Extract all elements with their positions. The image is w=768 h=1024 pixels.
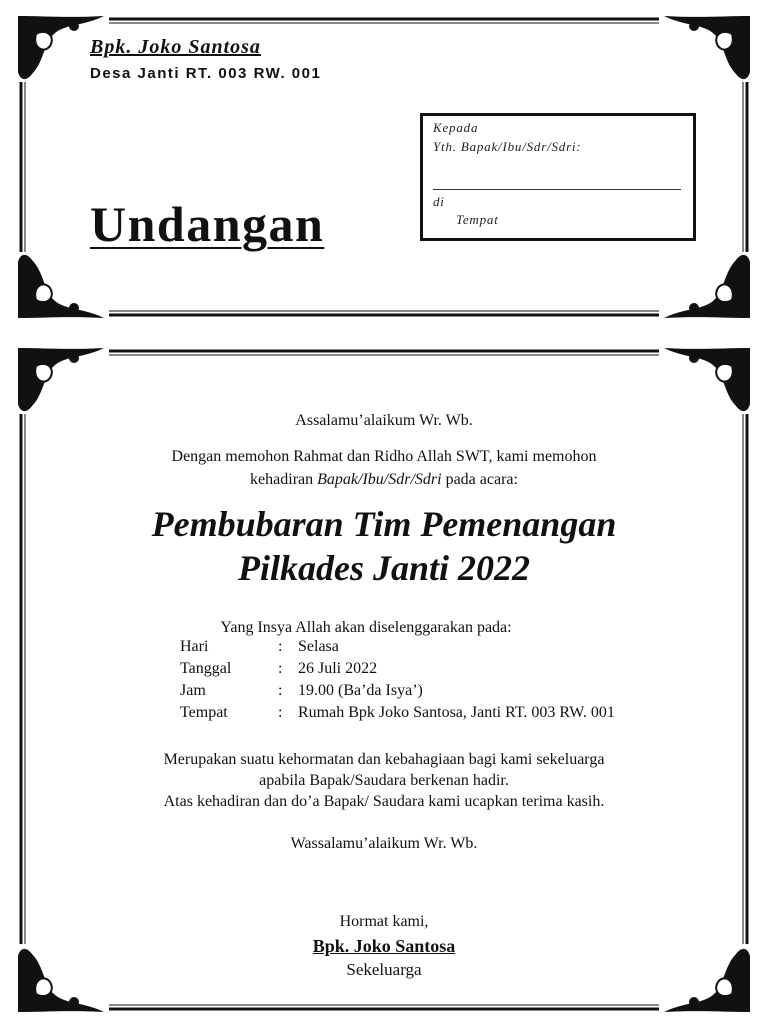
signature-family: Sekeluarga bbox=[346, 960, 422, 979]
intro-acara: pada acara: bbox=[445, 471, 518, 488]
event-title-line-2: Pilkades Janti 2022 bbox=[237, 548, 530, 588]
regards: Hormat kami, bbox=[339, 913, 429, 930]
schedule-intro: Yang Insya Allah akan diselenggarakan pada: bbox=[220, 619, 512, 636]
detail-row-jam bbox=[180, 680, 615, 702]
detail-colon: : bbox=[278, 660, 283, 677]
envelope-title: Undangan bbox=[90, 196, 325, 252]
detail-row-hari bbox=[180, 636, 615, 658]
recipient-address-box bbox=[420, 113, 696, 241]
closing-line-3: Atas kehadiran dan do’a Bapak/ Saudara kami ucapkan terima kasih. bbox=[163, 793, 605, 810]
detail-value: 26 Juli 2022 bbox=[298, 660, 378, 677]
intro-addressee: Bapak/Ibu/Sdr/Sdri bbox=[317, 471, 442, 488]
recipient-name-line bbox=[433, 189, 681, 190]
invitation-panel bbox=[14, 344, 754, 1016]
detail-colon: : bbox=[278, 682, 283, 699]
detail-colon: : bbox=[278, 638, 283, 655]
farewell: Wassalamu’alaikum Wr. Wb. bbox=[290, 835, 478, 852]
detail-row-tanggal bbox=[180, 658, 615, 680]
intro-line-1: Dengan memohon Rahmat dan Ridho Allah SWT, kami memohon bbox=[171, 448, 597, 465]
intro-kehadiran: kehadiran bbox=[250, 471, 314, 488]
sender-name: Bpk. Joko Santosa bbox=[90, 36, 261, 58]
detail-label: Tanggal bbox=[180, 660, 232, 677]
intro-line-2 bbox=[14, 471, 754, 489]
event-title-line-1: Pembubaran Tim Pemenangan bbox=[151, 504, 617, 544]
detail-row-tempat bbox=[180, 702, 615, 724]
detail-colon: : bbox=[278, 704, 283, 721]
detail-value: 19.00 (Ba’da Isya’) bbox=[298, 682, 423, 699]
detail-label: Jam bbox=[180, 682, 206, 699]
recipient-kepada: Kepada bbox=[433, 120, 479, 135]
corner-ornament-icon bbox=[18, 348, 104, 411]
closing-line-2: apabila Bapak/Saudara berkenan hadir. bbox=[259, 772, 509, 789]
detail-label: Tempat bbox=[180, 704, 228, 721]
detail-value: Rumah Bpk Joko Santosa, Janti RT. 003 RW. 001 bbox=[298, 704, 615, 721]
detail-value: Selasa bbox=[298, 638, 339, 655]
sender-address: Desa Janti RT. 003 RW. 001 bbox=[90, 65, 322, 82]
recipient-tempat: Tempat bbox=[456, 212, 499, 227]
envelope-panel bbox=[14, 12, 754, 322]
recipient-salutation: Yth. Bapak/Ibu/Sdr/Sdri: bbox=[433, 139, 582, 154]
recipient-di: di bbox=[433, 194, 445, 209]
detail-label: Hari bbox=[180, 638, 209, 655]
greeting: Assalamu’alaikum Wr. Wb. bbox=[295, 412, 473, 429]
event-details bbox=[180, 636, 615, 724]
closing-line-1: Merupakan suatu kehormatan dan kebahagiaan bagi kami sekeluarga bbox=[163, 751, 605, 768]
signature-name: Bpk. Joko Santosa bbox=[312, 936, 456, 956]
